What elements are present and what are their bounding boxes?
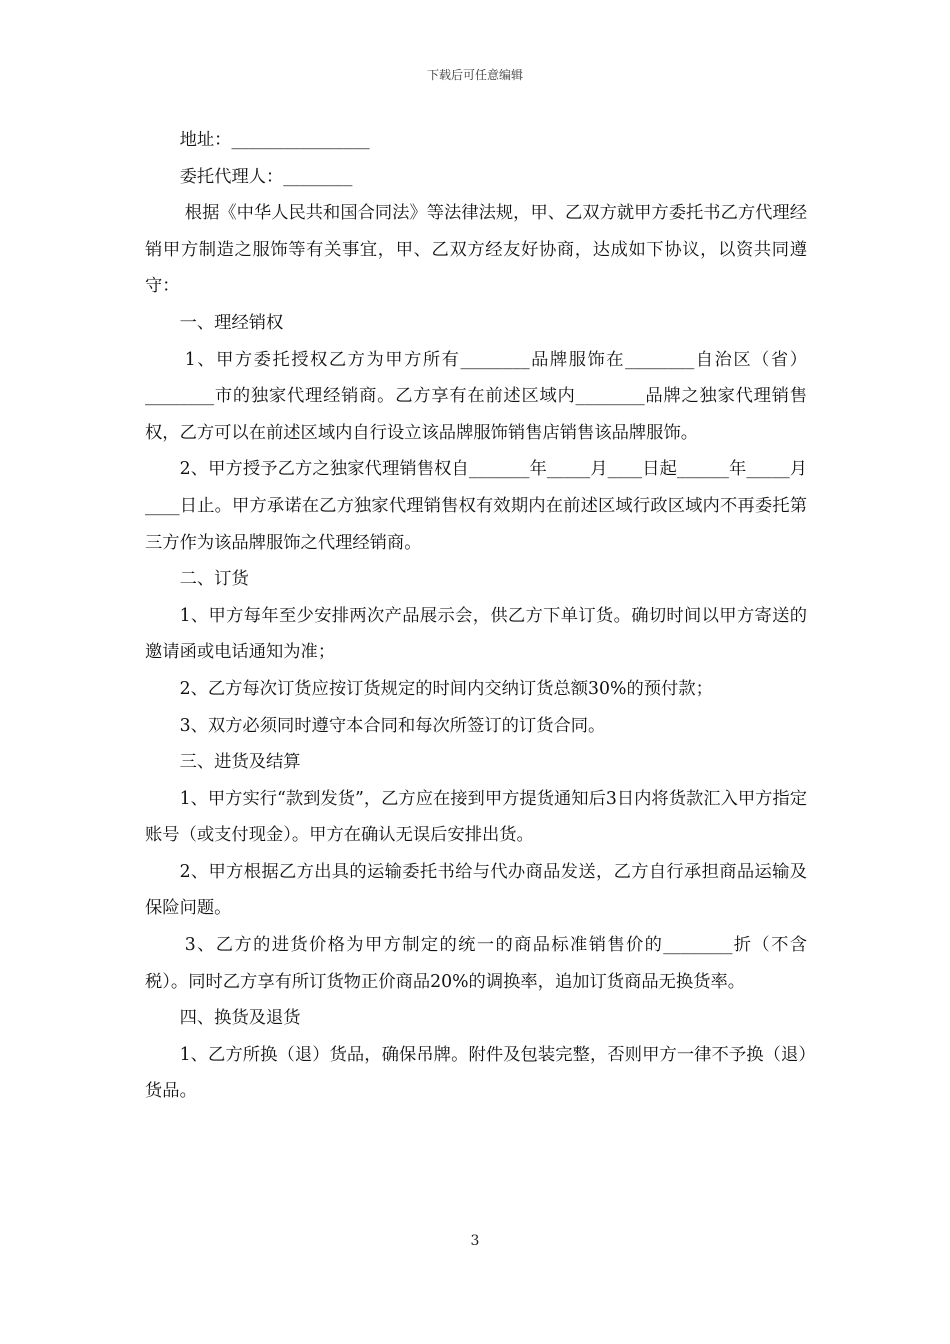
section-heading-ordering: 二、订货 xyxy=(179,569,249,590)
clause-2-2: 2、乙方每次订货应按订货规定的时间内交纳订货总额30%的预付款； xyxy=(179,678,713,699)
section-heading-returns: 四、换货及退货 xyxy=(179,1008,301,1029)
document-body xyxy=(145,122,807,1110)
address-line: 地址：________________ xyxy=(179,130,370,150)
section-heading-settlement: 三、进货及结算 xyxy=(179,752,301,773)
agent-line: 委托代理人：________ xyxy=(179,166,353,187)
section-heading-distribution-rights: 一、理经销权 xyxy=(179,312,284,333)
clause-3-3: 3、乙方的进货价格为甲方制定的统一的商品标准销售价的________折（不含税）。同时乙方享有所订货物正价商品20%的调换率，追加订货商品无换货率。 xyxy=(145,935,807,992)
clause-2-1: 1、甲方每年至少安排两次产品展示会，供乙方下单订货。确切时间以甲方寄送的邀请函或电话通知为准； xyxy=(145,605,807,663)
clause-1-2: 2、甲方授予乙方之独家代理销售权自_______年_____月____日起______年_____月____日止。甲方承诺在乙方独家代理销售权有效期内在前述区域行政区域内不再委托第三方作为该品牌服饰之代理经销商。 xyxy=(145,459,807,553)
clause-3-1: 1、甲方实行“款到发货”，乙方应在接到甲方提货通知后3日内将货款汇入甲方指定账号（或支付现金）。甲方在确认无误后安排出货。 xyxy=(145,788,807,846)
clause-1-1: 1、甲方委托授权乙方为甲方所有________品牌服饰在________自治区（省）________市的独家代理经销商。乙方享有在前述区域内________品牌之独家代理销售权，乙方可以在前述区域内自行设立该品牌服饰销售店销售该品牌服饰。 xyxy=(145,349,807,443)
page-number: 3 xyxy=(470,1233,480,1249)
header-note: 下载后可任意编辑 xyxy=(426,68,523,82)
clause-4-1: 1、乙方所换（退）货品，确保吊牌。附件及包装完整，否则甲方一律不予换（退）货品。 xyxy=(145,1044,807,1102)
clause-3-2: 2、甲方根据乙方出具的运输委托书给与代办商品发送，乙方自行承担商品运输及保险问题。 xyxy=(145,861,807,919)
clause-2-3: 3、双方必须同时遵守本合同和每次所签订的订货合同。 xyxy=(179,715,606,736)
preamble-paragraph: 根据《中华人民共和国合同法》等法律法规，甲、乙双方就甲方委托书乙方代理经销甲方制造之服饰等有关事宜，甲、乙双方经友好协商，达成如下协议，以资共同遵守： xyxy=(145,203,807,297)
